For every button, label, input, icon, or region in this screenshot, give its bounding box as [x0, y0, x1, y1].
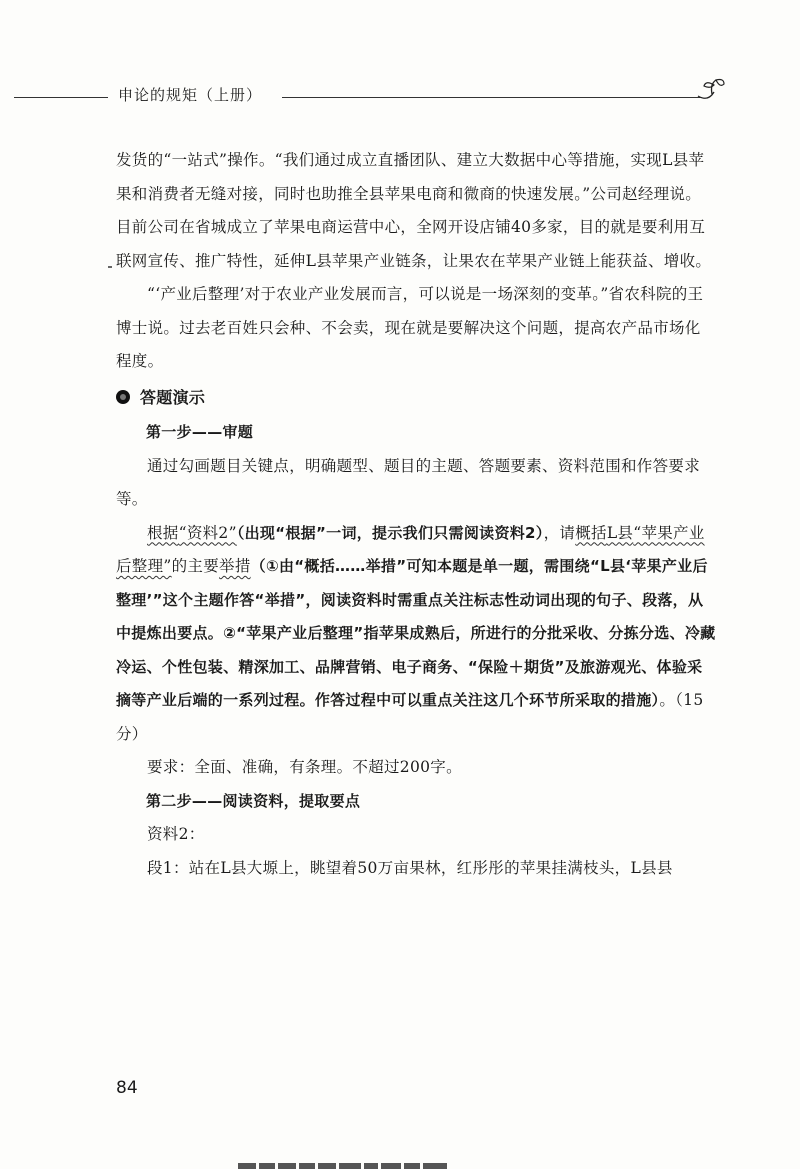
- question-text: 的主要: [171, 557, 220, 575]
- step-intro: 通过勾画题目关键点，明确题型、题目的主题、答题要素、资料范围和作答要求等。: [116, 456, 701, 508]
- section-bullet-icon: [116, 390, 130, 404]
- question-text: ，请: [543, 523, 576, 542]
- margin-mark: [108, 266, 112, 268]
- answer-requirement: 要求：全面、准确，有条理。不超过200字。: [147, 758, 462, 776]
- header-rule-right: [282, 97, 702, 98]
- question-keyword: “资料2”: [178, 523, 237, 542]
- page-number: 84: [116, 1078, 138, 1098]
- question-keyword: L县: [606, 523, 634, 542]
- question-keyword: 概括: [575, 523, 607, 542]
- step-heading: 第二步——阅读资料，提取要点: [146, 791, 361, 810]
- cropped-footer-text: [238, 1156, 478, 1169]
- header-rule-left: [14, 97, 108, 98]
- section-heading-text: 答题演示: [140, 387, 206, 407]
- question-score: 。（15分）: [116, 691, 704, 743]
- question-keyword: “苹果产业后整理”: [116, 523, 705, 575]
- body-paragraph: 发货的“一站式”操作。“我们通过成立直播团队、建立大数据中心等措施，实现L县苹果和消费者无缝对接，同时也助推全县苹果电商和微商的快速发展。”公司赵经理说。目前公司在省城成立了苹果电商运营中心，全网开设店铺40多家，目的就是要利用互联网宣传、推广特性，延伸L县苹果产业链条，让果农在苹果产业链上能获益、增收。: [116, 151, 712, 270]
- question-paragraph: [116, 517, 716, 752]
- material-paragraph: 段1：站在L县大塬上，眺望着50万亩果林，红彤彤的苹果挂满枝头，L县县: [147, 858, 673, 877]
- body-paragraph: “‘产业后整理’对于农业产业发展而言，可以说是一场深刻的变革。”省农科院的王博士说。过去老百姓只会种、不会卖，现在就是要解决这个问题，提高农产品市场化程度。: [116, 285, 704, 370]
- material-label: 资料2：: [147, 825, 205, 843]
- question-annotation: （①由“概括……举措”可知本题是单一题，需围绕“L县‘苹果产业后整理’”这个主题作答“举措”，阅读资料时需重点关注标志性动词出现的句子、段落，从中提炼出要点。②“苹果产业后整理”指苹果成熟后，所进行的分批采收、分拣分选、冷藏冷运、个性包装、精深加工、品牌营销、电子商务、“保险＋期货”及旅游观光、体验采摘等产业后端的一系列过程。作答过程中可以重点关注这几个环节所采取的措施）: [116, 557, 716, 709]
- step-heading: 第一步——审题: [146, 423, 254, 441]
- question-keyword: 根据: [147, 523, 179, 542]
- page-body: [116, 144, 716, 885]
- running-header: [14, 78, 714, 108]
- running-header-title: 申论的规矩（上册）: [118, 86, 263, 104]
- question-keyword: 举措: [219, 557, 251, 575]
- question-annotation: （出现“根据”一词，提示我们只需阅读资料2）: [236, 523, 544, 542]
- section-heading: [116, 381, 716, 415]
- sprout-icon: [694, 76, 728, 104]
